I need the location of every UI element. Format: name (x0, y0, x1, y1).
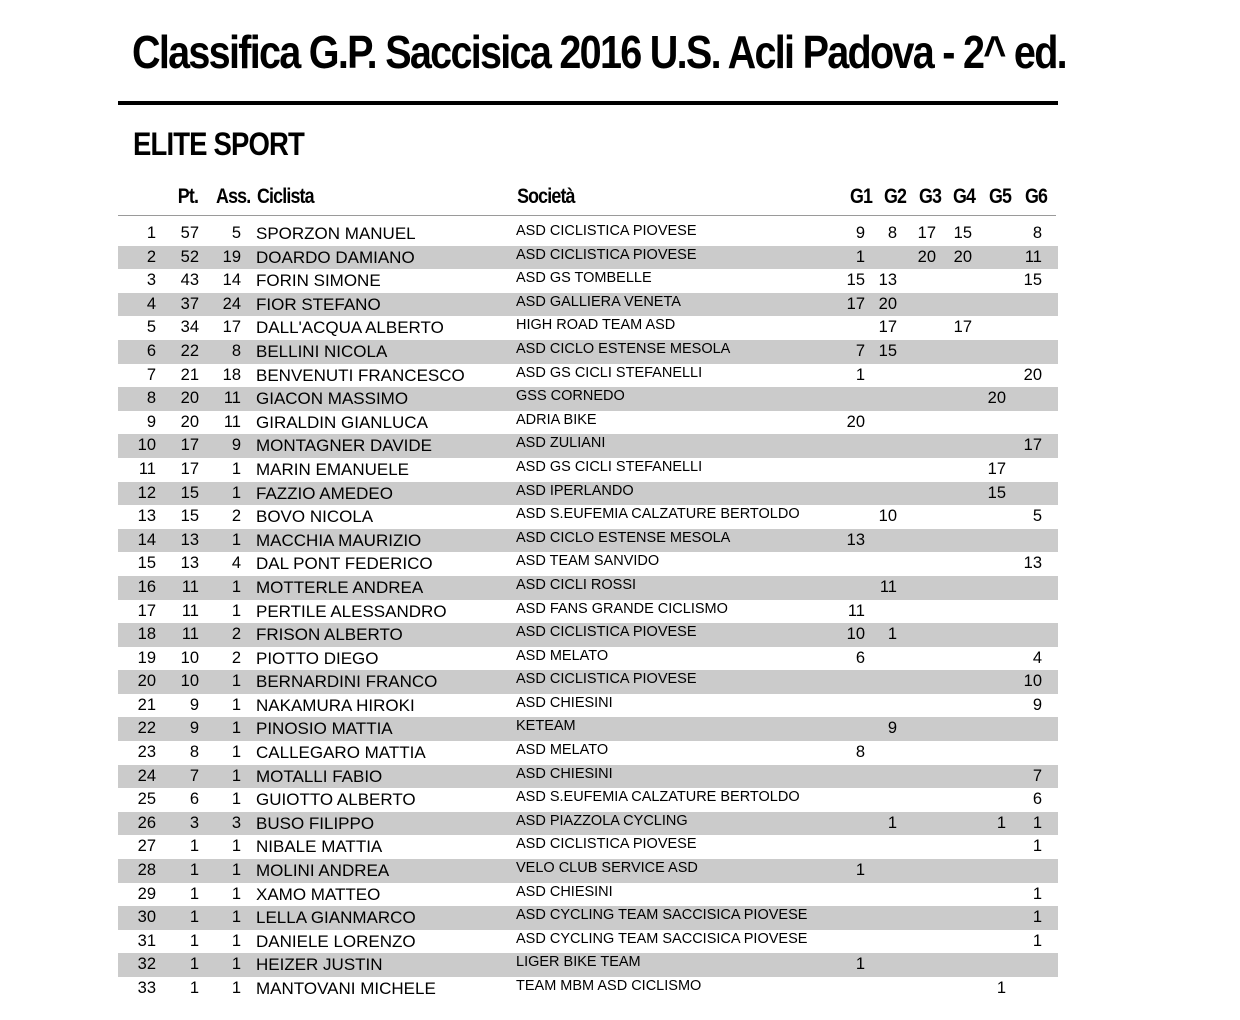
table-row (118, 623, 1058, 647)
table-row (118, 222, 1058, 246)
cell-position: 19 (137, 648, 156, 667)
cell-assoluto: 1 (231, 766, 241, 785)
table-row (118, 552, 1058, 576)
header-societa: Società (517, 185, 575, 208)
cell-assoluto: 14 (222, 271, 241, 290)
table-row (118, 246, 1058, 270)
cell-points: 1 (189, 979, 199, 997)
table-row (118, 694, 1058, 718)
table-row (118, 269, 1058, 293)
cell-points: 13 (180, 530, 199, 549)
cell-team: ASD S.EUFEMIA CALZATURE BERTOLDO (516, 506, 800, 523)
cell-g3: 17 (917, 224, 936, 242)
cell-team: ASD CICLISTICA PIOVESE (516, 223, 697, 239)
cell-g6: 1 (1032, 837, 1042, 856)
cell-team: ASD CYCLING TEAM SACCISICA PIOVESE (516, 930, 808, 947)
header-g5: G5 (988, 185, 1012, 208)
cell-g1: 8 (855, 743, 865, 762)
cell-position: 30 (137, 908, 156, 927)
cell-g1: 20 (846, 412, 865, 431)
table-row (118, 529, 1058, 553)
cell-assoluto: 1 (231, 459, 241, 478)
cell-team: ASD CYCLING TEAM SACCISICA PIOVESE (516, 907, 808, 924)
cell-g6: 15 (1023, 271, 1042, 290)
cell-g6: 6 (1032, 790, 1042, 809)
cell-team: ASD FANS GRANDE CICLISMO (516, 600, 728, 617)
cell-assoluto: 2 (231, 625, 241, 644)
table-row (118, 482, 1058, 506)
cell-g6: 4 (1032, 648, 1042, 667)
cell-g1: 6 (855, 648, 865, 667)
table-row (118, 741, 1058, 765)
cell-g6: 10 (1023, 672, 1042, 691)
cell-team: ASD CHIESINI (516, 883, 613, 900)
cell-position: 8 (146, 389, 156, 408)
header-ciclista: Ciclista (257, 185, 314, 208)
cell-team: VELO CLUB SERVICE ASD (516, 860, 698, 877)
cell-g6: 7 (1032, 766, 1042, 785)
cell-assoluto: 1 (231, 719, 241, 738)
cell-points: 20 (180, 412, 199, 431)
cell-points: 17 (180, 436, 199, 455)
cell-team: ASD ZULIANI (516, 435, 606, 452)
cell-points: 21 (180, 365, 199, 384)
table-row (118, 812, 1058, 836)
cell-assoluto: 1 (231, 743, 241, 762)
cell-team: GSS CORNEDO (516, 388, 625, 405)
cell-position: 4 (146, 294, 156, 313)
cell-g2: 11 (879, 577, 897, 596)
cell-position: 6 (146, 341, 156, 360)
cell-position: 20 (137, 672, 156, 691)
cell-g2: 1 (887, 813, 897, 832)
cell-g1: 13 (846, 530, 865, 549)
cell-position: 5 (146, 318, 156, 337)
table-row (118, 930, 1058, 954)
cell-position: 13 (137, 507, 156, 526)
cell-rider-name: DANIELE LORENZO (256, 931, 416, 951)
table-row (118, 788, 1058, 812)
page-title: Classifica G.P. Saccisica 2016 U.S. Acli Padova - 2^ ed. (132, 26, 1066, 78)
cell-g2: 1 (887, 625, 897, 644)
cell-g1: 17 (846, 294, 865, 313)
cell-g1: 1 (855, 861, 865, 880)
cell-assoluto: 1 (231, 577, 241, 596)
cell-team: ASD CHIESINI (516, 765, 613, 782)
cell-team: ASD GALLIERA VENETA (516, 293, 681, 310)
cell-team: ASD CICLO ESTENSE MESOLA (516, 529, 731, 546)
cell-rider-name: CALLEGARO MATTIA (256, 743, 426, 763)
cell-points: 57 (180, 224, 199, 242)
cell-team: ADRIA BIKE (516, 411, 597, 428)
cell-team: KETEAM (516, 718, 576, 735)
cell-assoluto: 1 (231, 790, 241, 809)
cell-points: 9 (189, 719, 199, 738)
cell-points: 52 (180, 247, 199, 266)
cell-assoluto: 8 (231, 341, 241, 360)
cell-g6: 9 (1032, 695, 1042, 714)
cell-points: 43 (180, 271, 199, 290)
cell-position: 1 (146, 224, 156, 242)
table-row (118, 505, 1058, 529)
cell-team: TEAM MBM ASD CICLISMO (516, 978, 702, 994)
cell-rider-name: BELLINI NICOLA (256, 341, 388, 361)
cell-assoluto: 1 (231, 884, 241, 903)
table-row (118, 953, 1058, 977)
cell-team: ASD CICLISTICA PIOVESE (516, 246, 697, 263)
cell-g6: 20 (1023, 365, 1042, 384)
cell-g5: 1 (996, 979, 1006, 997)
cell-g1: 7 (855, 341, 865, 360)
cell-assoluto: 4 (231, 554, 241, 573)
cell-position: 18 (137, 625, 156, 644)
header-g2: G2 (883, 185, 907, 208)
cell-g5: 1 (996, 813, 1006, 832)
header-ass: Ass. (216, 185, 251, 208)
cell-assoluto: 1 (231, 908, 241, 927)
cell-rider-name: BUSO FILIPPO (256, 813, 375, 833)
cell-assoluto: 9 (231, 436, 241, 455)
cell-assoluto: 2 (231, 648, 241, 667)
cell-g1: 1 (855, 247, 865, 266)
cell-position: 27 (137, 837, 156, 856)
table-row (118, 600, 1058, 624)
cell-team: ASD CICLO ESTENSE MESOLA (516, 340, 731, 357)
header-g3: G3 (918, 185, 942, 208)
cell-position: 2 (146, 247, 156, 266)
cell-g6: 13 (1023, 554, 1042, 573)
cell-position: 21 (137, 695, 156, 714)
table-row (118, 765, 1058, 789)
cell-rider-name: DOARDO DAMIANO (256, 247, 415, 267)
cell-position: 31 (137, 931, 156, 950)
cell-g2: 13 (878, 271, 897, 290)
cell-g6: 11 (1024, 247, 1042, 266)
cell-position: 23 (137, 743, 156, 762)
cell-rider-name: FORIN SIMONE (256, 271, 381, 291)
cell-rider-name: DAL PONT FEDERICO (256, 554, 433, 574)
cell-team: ASD CICLISTICA PIOVESE (516, 624, 697, 641)
cell-assoluto: 3 (231, 813, 241, 832)
table-row (118, 364, 1058, 388)
cell-rider-name: LELLA GIANMARCO (256, 908, 416, 928)
cell-position: 17 (137, 601, 156, 620)
cell-assoluto: 5 (231, 224, 241, 242)
cell-assoluto: 24 (222, 294, 241, 313)
cell-points: 1 (189, 955, 199, 974)
cell-position: 11 (138, 459, 156, 478)
cell-rider-name: SPORZON MANUEL (256, 224, 416, 243)
table-row (118, 458, 1058, 482)
table-row (118, 883, 1058, 907)
cell-position: 7 (146, 365, 156, 384)
title-divider (118, 101, 1058, 105)
cell-points: 8 (189, 743, 199, 762)
cell-points: 10 (180, 672, 199, 691)
table-row (118, 670, 1058, 694)
cell-position: 3 (146, 271, 156, 290)
cell-points: 3 (189, 813, 199, 832)
table-row (118, 387, 1058, 411)
cell-rider-name: NIBALE MATTIA (256, 837, 383, 857)
cell-rider-name: XAMO MATTEO (256, 884, 381, 904)
header-g1: G1 (849, 185, 873, 208)
cell-g5: 15 (987, 483, 1006, 502)
cell-team: ASD GS CICLI STEFANELLI (516, 364, 703, 381)
cell-rider-name: GUIOTTO ALBERTO (256, 790, 416, 810)
cell-rider-name: GIACON MASSIMO (256, 389, 409, 409)
header-g6: G6 (1024, 185, 1048, 208)
cell-team: ASD GS TOMBELLE (516, 270, 652, 287)
cell-team: ASD TEAM SANVIDO (516, 553, 660, 570)
cell-assoluto: 11 (223, 389, 241, 408)
cell-g1: 1 (855, 955, 865, 974)
cell-rider-name: PERTILE ALESSANDRO (256, 601, 447, 621)
header-pt: Pt. (177, 185, 199, 208)
table-row (118, 859, 1058, 883)
cell-g3: 20 (917, 247, 936, 266)
cell-assoluto: 18 (222, 365, 241, 384)
table-row (118, 906, 1058, 930)
cell-assoluto: 1 (231, 672, 241, 691)
cell-team: HIGH ROAD TEAM ASD (516, 317, 676, 334)
table-row (118, 316, 1058, 340)
cell-position: 10 (137, 436, 156, 455)
cell-assoluto: 1 (231, 861, 241, 880)
cell-g1: 1 (855, 365, 865, 384)
cell-team: ASD CICLISTICA PIOVESE (516, 836, 697, 853)
cell-team: ASD PIAZZOLA CYCLING (516, 812, 688, 829)
cell-g2: 15 (878, 341, 897, 360)
cell-assoluto: 1 (231, 955, 241, 974)
cell-rider-name: MOLINI ANDREA (256, 861, 390, 881)
cell-position: 16 (137, 577, 156, 596)
cell-assoluto: 11 (223, 412, 241, 431)
table-row (118, 977, 1058, 1001)
cell-g6: 1 (1032, 813, 1042, 832)
header-divider (118, 215, 1056, 216)
table-row (118, 835, 1058, 859)
cell-g6: 5 (1032, 507, 1042, 526)
cell-team: ASD MELATO (516, 742, 609, 759)
cell-team: ASD CICLISTICA PIOVESE (516, 671, 697, 688)
cell-g1: 9 (855, 224, 865, 242)
cell-points: 1 (189, 931, 199, 950)
table-row (118, 340, 1058, 364)
cell-points: 11 (181, 577, 199, 596)
cell-points: 13 (180, 554, 199, 573)
cell-position: 33 (137, 979, 156, 997)
cell-points: 7 (189, 766, 199, 785)
cell-rider-name: MOTALLI FABIO (256, 766, 383, 786)
cell-points: 34 (180, 318, 199, 337)
cell-points: 1 (189, 908, 199, 927)
cell-position: 9 (146, 412, 156, 431)
cell-assoluto: 1 (231, 695, 241, 714)
cell-position: 14 (137, 530, 156, 549)
cell-team: ASD CHIESINI (516, 694, 613, 711)
cell-team: ASD CICLI ROSSI (516, 576, 637, 593)
cell-position: 25 (137, 790, 156, 809)
cell-points: 1 (189, 837, 199, 856)
cell-position: 24 (137, 766, 156, 785)
table-row (118, 434, 1058, 458)
cell-position: 22 (137, 719, 156, 738)
cell-points: 1 (189, 884, 199, 903)
cell-rider-name: FRISON ALBERTO (256, 625, 403, 645)
cell-rider-name: GIRALDIN GIANLUCA (256, 412, 428, 432)
cell-points: 15 (180, 507, 199, 526)
cell-points: 17 (180, 459, 199, 478)
cell-points: 37 (180, 294, 199, 313)
cell-assoluto: 1 (231, 530, 241, 549)
cell-position: 15 (137, 554, 156, 573)
standings-table (118, 222, 1058, 1001)
cell-position: 29 (137, 884, 156, 903)
cell-rider-name: DALL'ACQUA ALBERTO (256, 318, 444, 338)
cell-g2: 10 (878, 507, 897, 526)
cell-rider-name: FAZZIO AMEDEO (256, 483, 393, 503)
cell-assoluto: 19 (222, 247, 241, 266)
cell-assoluto: 1 (231, 601, 241, 620)
cell-team: ASD MELATO (516, 647, 609, 664)
cell-rider-name: BENVENUTI FRANCESCO (256, 365, 465, 385)
cell-position: 32 (137, 955, 156, 974)
cell-g5: 17 (987, 459, 1006, 478)
cell-position: 26 (137, 813, 156, 832)
cell-points: 10 (180, 648, 199, 667)
cell-g4: 15 (953, 224, 972, 242)
cell-team: ASD S.EUFEMIA CALZATURE BERTOLDO (516, 789, 800, 806)
cell-team: ASD GS CICLI STEFANELLI (516, 458, 703, 475)
cell-g6: 8 (1032, 224, 1042, 242)
cell-points: 11 (181, 601, 199, 620)
table-header (0, 183, 1240, 211)
cell-points: 9 (189, 695, 199, 714)
cell-points: 20 (180, 389, 199, 408)
cell-g2: 8 (887, 224, 897, 242)
cell-team: LIGER BIKE TEAM (516, 954, 641, 971)
cell-position: 28 (137, 861, 156, 880)
cell-g2: 9 (887, 719, 897, 738)
cell-g4: 17 (953, 318, 972, 337)
cell-assoluto: 17 (222, 318, 241, 337)
cell-points: 6 (189, 790, 199, 809)
cell-assoluto: 2 (231, 507, 241, 526)
cell-team: ASD IPERLANDO (516, 482, 634, 499)
cell-g6: 1 (1032, 884, 1042, 903)
table-row (118, 576, 1058, 600)
cell-g1: 15 (846, 271, 865, 290)
cell-g5: 20 (987, 389, 1006, 408)
cell-g6: 1 (1032, 908, 1042, 927)
cell-rider-name: BERNARDINI FRANCO (256, 672, 438, 692)
cell-g6: 1 (1032, 931, 1042, 950)
cell-points: 15 (180, 483, 199, 502)
section-title: ELITE SPORT (133, 126, 304, 162)
cell-points: 22 (180, 341, 199, 360)
cell-rider-name: MONTAGNER DAVIDE (256, 436, 432, 456)
cell-g1: 10 (846, 625, 865, 644)
cell-rider-name: MOTTERLE ANDREA (256, 577, 424, 597)
cell-points: 11 (181, 625, 199, 644)
cell-position: 12 (137, 483, 156, 502)
cell-assoluto: 1 (231, 931, 241, 950)
header-g4: G4 (952, 185, 976, 208)
table-row (118, 717, 1058, 741)
cell-g6: 17 (1023, 436, 1042, 455)
cell-rider-name: PIOTTO DIEGO (256, 648, 379, 668)
cell-rider-name: BOVO NICOLA (256, 507, 374, 527)
cell-g4: 20 (953, 247, 972, 266)
cell-assoluto: 1 (231, 837, 241, 856)
cell-rider-name: MANTOVANI MICHELE (256, 979, 436, 998)
cell-rider-name: MACCHIA MAURIZIO (256, 530, 422, 550)
table-row (118, 411, 1058, 435)
cell-rider-name: NAKAMURA HIROKI (256, 695, 415, 715)
cell-assoluto: 1 (231, 483, 241, 502)
cell-rider-name: HEIZER JUSTIN (256, 955, 383, 975)
cell-assoluto: 1 (231, 979, 241, 997)
cell-g1: 11 (847, 601, 865, 620)
cell-g2: 17 (878, 318, 897, 337)
cell-points: 1 (189, 861, 199, 880)
table-row (118, 293, 1058, 317)
cell-rider-name: FIOR STEFANO (256, 294, 381, 314)
cell-rider-name: MARIN EMANUELE (256, 459, 410, 479)
cell-g2: 20 (878, 294, 897, 313)
table-row (118, 647, 1058, 671)
cell-rider-name: PINOSIO MATTIA (256, 719, 393, 739)
